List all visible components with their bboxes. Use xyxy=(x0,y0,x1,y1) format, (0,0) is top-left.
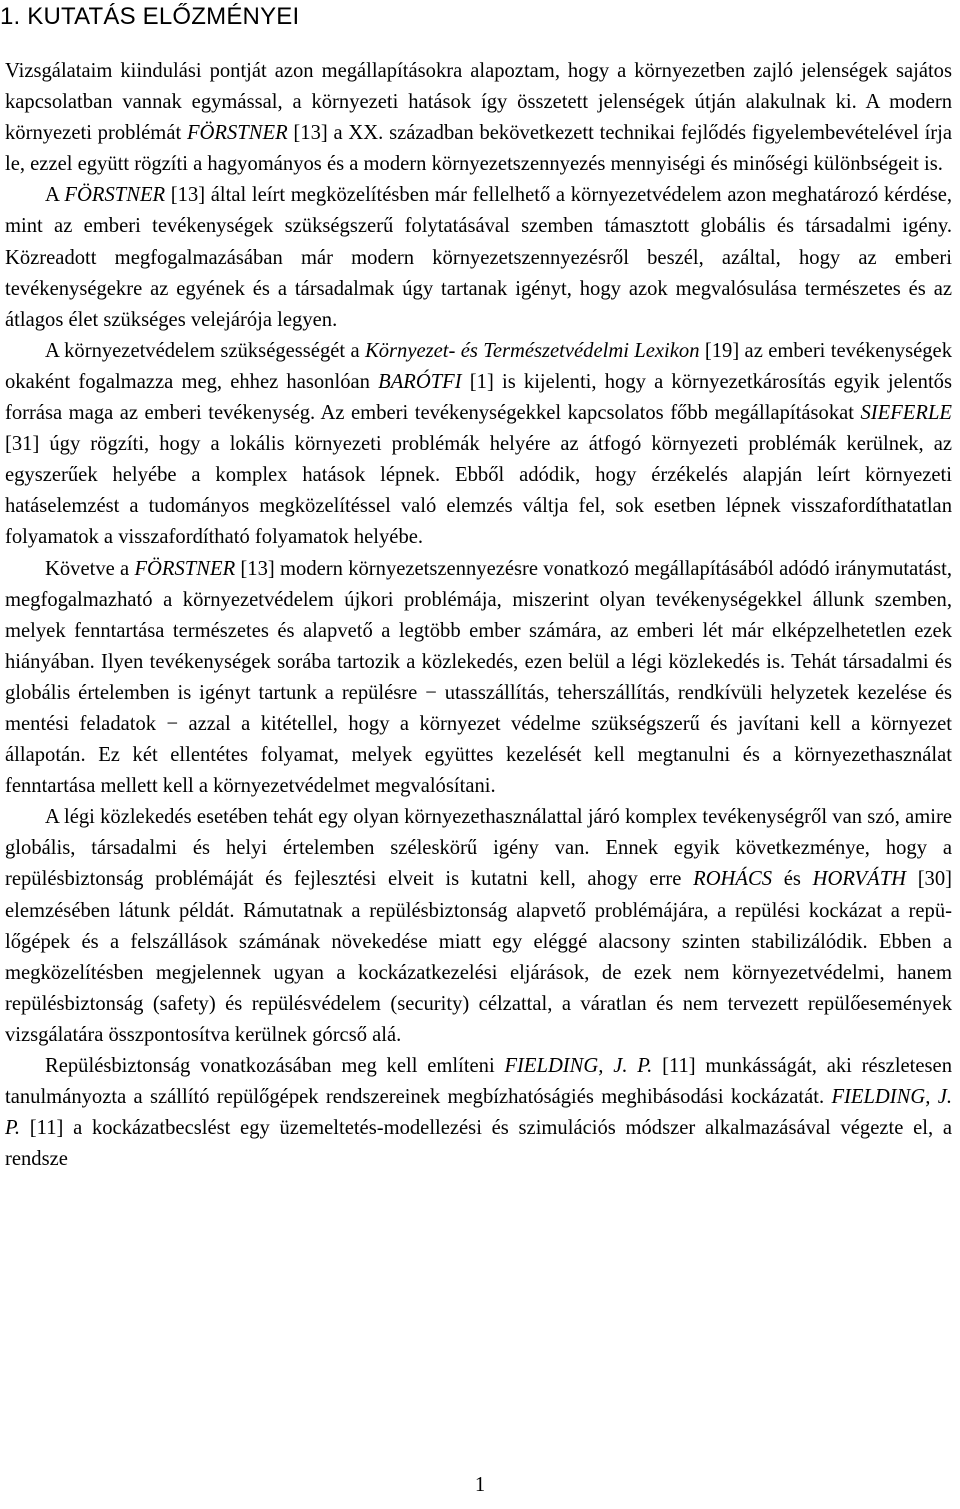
paragraph-text: Követve a xyxy=(45,557,135,580)
paragraph-text: [13] által leírt megközelítésben már fellelhető a környezetvédelem azon meghatározó kérdése, mint az emberi tevékenységek szükségszerű folytatásával szemben támasztott globális és társadalmi igény. Közreadott megfogalmazásában már modern környezetszennyezésről beszél, azáltal, hogy az emberi tevékenységekre az egyének és a társadalmak úgy tartanak igényt, hogy azok megvalósulása természetes és az átlagos élet szükséges velejárója legyen. xyxy=(5,184,952,331)
paragraph-text: [13] a XX. században bekövetkezett technikai fejlődés figyelembevételével írja le, ezzel együtt rögzíti a hagyományos és a modern környezetszennyezés mennyiségi és minőségi különbségeit is. xyxy=(5,122,953,176)
section-heading: 1. KUTATÁS ELŐZMÉNYEI xyxy=(0,3,300,30)
paragraph xyxy=(5,554,952,803)
citation-author: SIEFERLE xyxy=(860,402,952,425)
citation-author: HORVÁTH xyxy=(812,868,907,891)
paragraph-text: A légi közlekedés esetében tehát egy olyan környezethasználattal járó komplex tevékenységről van szó, amire globális, társadalmi és helyi értelemben széleskörű igény van. Ennek egyik következménye, hogy a repülésbiztonság problémáját és fejlesztési elveit is kutatni kell, ahogy erre xyxy=(5,806,952,891)
paragraph-text: Repülésbiztonság vonatkozásában meg kell említeni xyxy=(45,1055,505,1077)
paragraph-text: A xyxy=(45,184,65,207)
paragraph-text: [19] az emberi tevékenységek okaként fogalmazza meg, ehhez hasonlóan xyxy=(5,339,952,393)
paragraph-text: [13] modern környezetszennyezésre vonatkozó megállapításából adódó iránymutatást, megfogalmazható a környezetvédelem újkori problémája, miszerint olyan tevékenységekkel állunk szemben, melyek fenntartása természetes és alapvető a legtöbb ember számára, az emberi lét már elképzelhetetlen ezek hiányában. Ilyen tevékenységek sorába tartozik a közlekedés, ezen belül a légi közlekedés is. Tehát társadalmi és globális értelemben is igényt tartunk a repülésre − utasszállítás, teherszállítás, rendkívüli helyzetek kezelése és mentési feladatok − azzal a kitétellel, hogy a környezet védelme szükségszerű és javítani kell a környezet állapotán. Ez két ellentétes folyamat, melyek együttes kezelését kell megtanulni és a környezethasználat fenntartása mellett kell a környezetvédelmet megvalósítani. xyxy=(5,557,953,798)
citation-author: Környezet- és Természetvédelmi Lexikon xyxy=(365,339,700,362)
citation-author: BARÓTFI xyxy=(378,370,462,393)
citation-author: ROHÁCS xyxy=(693,868,773,891)
citation-author: FÖRSTNER xyxy=(186,122,288,145)
paragraph-text: [11] munkásságát, aki részletesen tanulmányozta a szállító repülőgépek rendszereinek megbízhatóságiés meghibásodási kockázatát. xyxy=(5,1055,952,1109)
citation-author: FÖRSTNER xyxy=(64,184,166,207)
paragraph-text: és xyxy=(772,868,813,891)
body-text xyxy=(5,56,952,1175)
paragraph-text: [30] elemzésében látunk példát. Rámutatnak a repülésbiztonság alapvető problémájára, a repülési kockázat a repülőgépek és a felszállások számának növekedése miatt egy eléggé alacsony szinten stabilizálódik. Ebben a megközelítésben megjelennek ugyan a kockázatkezelési eljárások, de ezek nem környezetvédelmi, hanem repülésbiztonság (safety) és repülésvédelem (security) célzattal, a váratlan és nem tervezett repülőesemények vizsgálatára összpontosítva kerülnek górcső alá. xyxy=(5,868,953,1046)
citation-author: FIELDING, J. P. xyxy=(504,1055,653,1077)
paragraph-text: [11] a kockázatbecslést egy üzemeltetés-modellezési és szimulációs módszer alkalmazásával végezte el, a rendsze xyxy=(5,1117,952,1171)
page-number: 1 xyxy=(474,1474,486,1496)
paragraph xyxy=(5,180,952,335)
paragraph-text: [1] is kijelenti, hogy a környezetkárosítás egyik jelentős forrása maga az emberi tevékenység. Az emberi tevékenységekkel kapcsolatos főbb megállapításokat xyxy=(5,370,952,425)
paragraph-text: Vizsgálataim kiindulási pontját azon megállapításokra alapoztam, hogy a környezetben zajló jelenségek sajátos kapcsolatban vannak egymással, a környezeti hatások így összetett jelenségek útján alakulnak ki. A modern környezeti problémát xyxy=(5,60,952,145)
paragraph xyxy=(5,336,952,554)
paragraph xyxy=(5,802,952,1051)
paragraph-text: A környezetvédelem szükségességét a xyxy=(45,339,365,362)
citation-author: FÖRSTNER xyxy=(134,557,236,580)
paragraph xyxy=(5,56,952,180)
paragraph-text: [31] úgy rögzíti, hogy a lokális környezeti problémák helyére az átfogó környezeti problémák kerülnek, az egyszerűek helyébe a komplex hatások lépnek. Ebből adódik, hogy érzékelés alapján leírt környezeti hatáselemzést a tudományos megközelítéssel való elemzés váltja fel, sok esetben lépnek visszafordíthatatlan folyamatok a visszafordítható folyamatok helyébe. xyxy=(5,433,952,549)
citation-author: FIELDING, J. P. xyxy=(5,1086,952,1140)
paragraph xyxy=(5,1051,952,1175)
